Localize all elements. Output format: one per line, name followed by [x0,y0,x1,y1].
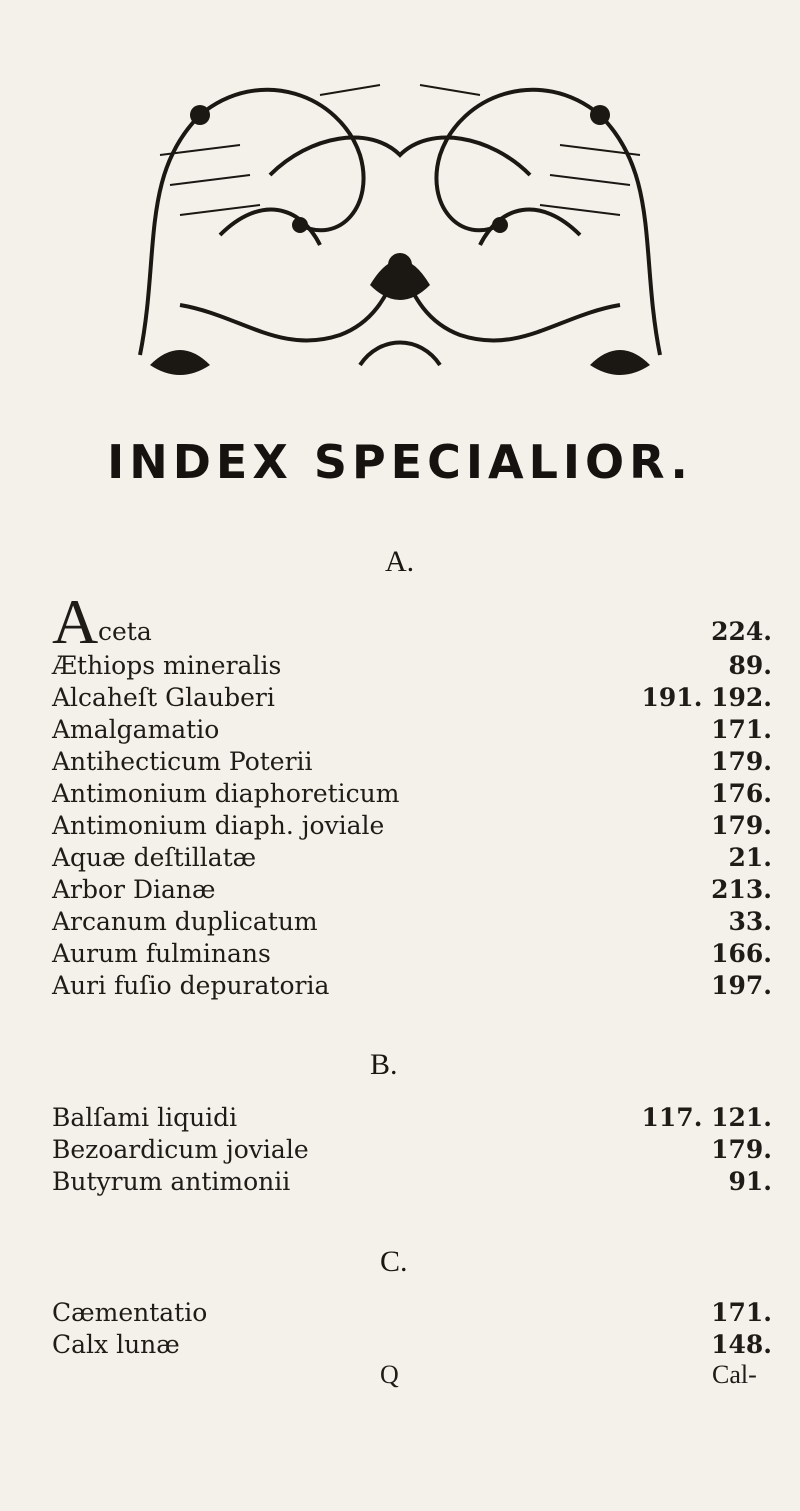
section-letter-b: B. [370,1048,398,1081]
catchword: Cal- [712,1360,757,1389]
index-entry: Antihecticum Poterii 179. [52,747,772,776]
index-entry: Aquæ deſtillatæ 21. [52,843,772,872]
index-entry: Calx lunæ 148. [52,1330,772,1359]
index-entry: Cæmentatio 171. [52,1298,772,1327]
index-entry: Balſami liquidi 117. 121. [52,1103,772,1132]
index-entry: Æthiops mineralis 89. [52,651,772,680]
index-title: INDEX SPECIALIOR. [107,435,693,489]
index-entry: Arbor Dianæ 213. [52,875,772,904]
drop-cap: A [52,586,99,657]
index-entry: Auri fuſio depuratoria 197. [52,971,772,1000]
signature-mark: Q [380,1360,399,1389]
index-entry: Butyrum antimonii 91. [52,1167,772,1196]
foliage-ornament-icon [120,55,680,395]
index-entry: ceta 224. [98,617,772,646]
index-entry: Amalgamatio 171. [52,715,772,744]
section-letter-c: C. [380,1245,408,1278]
index-entry: Antimonium diaph. joviale 179. [52,811,772,840]
index-entry: Antimonium diaphoreticum 176. [52,779,772,808]
index-entry: Aurum fulminans 166. [52,939,772,968]
index-entry: Arcanum duplicatum 33. [52,907,772,936]
index-entry: Alcaheſt Glauberi 191. 192. [52,683,772,712]
ornamental-headpiece [120,55,680,395]
section-letter-a: A. [385,545,415,578]
index-entry: Bezoardicum joviale 179. [52,1135,772,1164]
